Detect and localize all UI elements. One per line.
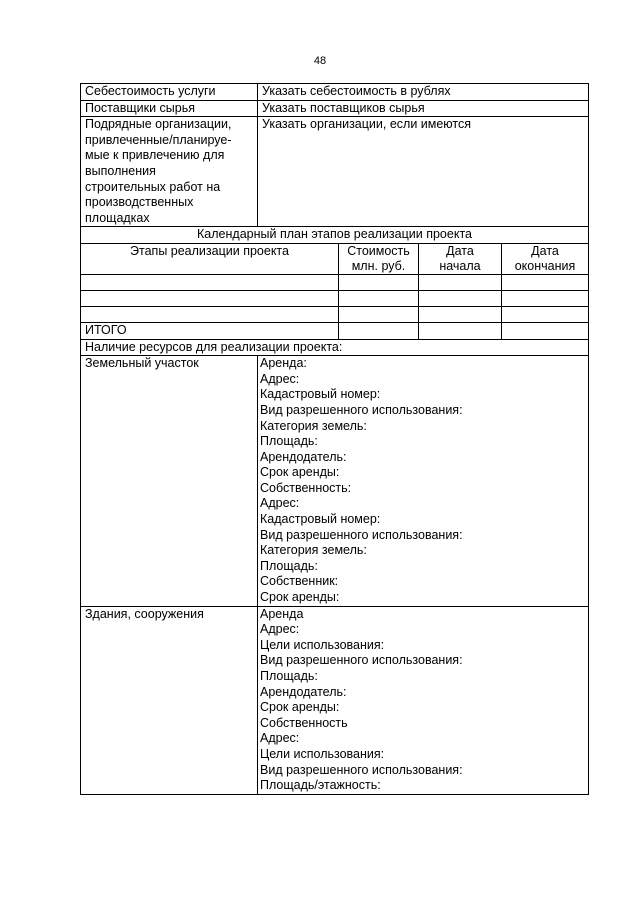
cost-header: Стоимость млн. руб. (339, 243, 419, 274)
resources-title: Наличие ресурсов для реализации проекта: (81, 339, 589, 356)
project-form-table (80, 83, 589, 795)
suppliers-value: Указать поставщиков сырья (258, 100, 589, 117)
calendar-empty-row (81, 290, 589, 306)
contractors-value: Указать организации, если имеются (258, 117, 589, 227)
cost-value: Указать себестоимость в рублях (258, 84, 589, 101)
empty-cell (502, 274, 589, 290)
start-date-header: Дата начала (419, 243, 502, 274)
calendar-total-row (81, 322, 589, 339)
total-end-cell (502, 322, 589, 339)
suppliers-label: Поставщики сырья (81, 100, 258, 117)
contractors-label: Подрядные организации, привлеченные/планируе- мые к привлечению для выполнения строительных работ на производственных площадках (81, 117, 258, 227)
empty-cell (502, 306, 589, 322)
cost-label: Себестоимость услуги (81, 84, 258, 101)
buildings-details: Аренда Адрес: Цели использования: Вид разрешенного использования: Площадь: Арендодатель: Срок аренды: Собственность Адрес: Цели использования: Вид разрешенного использования: Площадь/этажность: (258, 606, 589, 794)
total-label: ИТОГО (81, 322, 339, 339)
calendar-title-row (81, 227, 589, 244)
empty-cell (419, 290, 502, 306)
empty-cell (419, 274, 502, 290)
empty-cell (81, 274, 339, 290)
empty-cell (339, 274, 419, 290)
empty-cell (419, 306, 502, 322)
calendar-empty-row (81, 274, 589, 290)
buildings-row (81, 606, 589, 794)
calendar-title: Календарный план этапов реализации проекта (81, 227, 589, 244)
suppliers-row (81, 100, 589, 117)
page-number: 48 (313, 55, 327, 67)
buildings-label: Здания, сооружения (81, 606, 258, 794)
calendar-header-row (81, 243, 589, 274)
total-cost-cell (339, 322, 419, 339)
land-details: Аренда: Адрес: Кадастровый номер: Вид разрешенного использования: Категория земель: Площадь: Арендодатель: Срок аренды: Собственность: Адрес: Кадастровый номер: Вид разрешенного использования: Категория земель: Площадь: Собственник: Срок аренды: (258, 356, 589, 607)
end-date-header: Дата окончания (502, 243, 589, 274)
resources-title-row (81, 339, 589, 356)
stages-header: Этапы реализации проекта (81, 243, 339, 274)
empty-cell (81, 306, 339, 322)
empty-cell (502, 290, 589, 306)
empty-cell (339, 290, 419, 306)
empty-cell (81, 290, 339, 306)
cost-row (81, 84, 589, 101)
empty-cell (339, 306, 419, 322)
land-label: Земельный участок (81, 356, 258, 607)
total-start-cell (419, 322, 502, 339)
calendar-empty-row (81, 306, 589, 322)
contractors-row (81, 117, 589, 227)
land-row (81, 356, 589, 607)
